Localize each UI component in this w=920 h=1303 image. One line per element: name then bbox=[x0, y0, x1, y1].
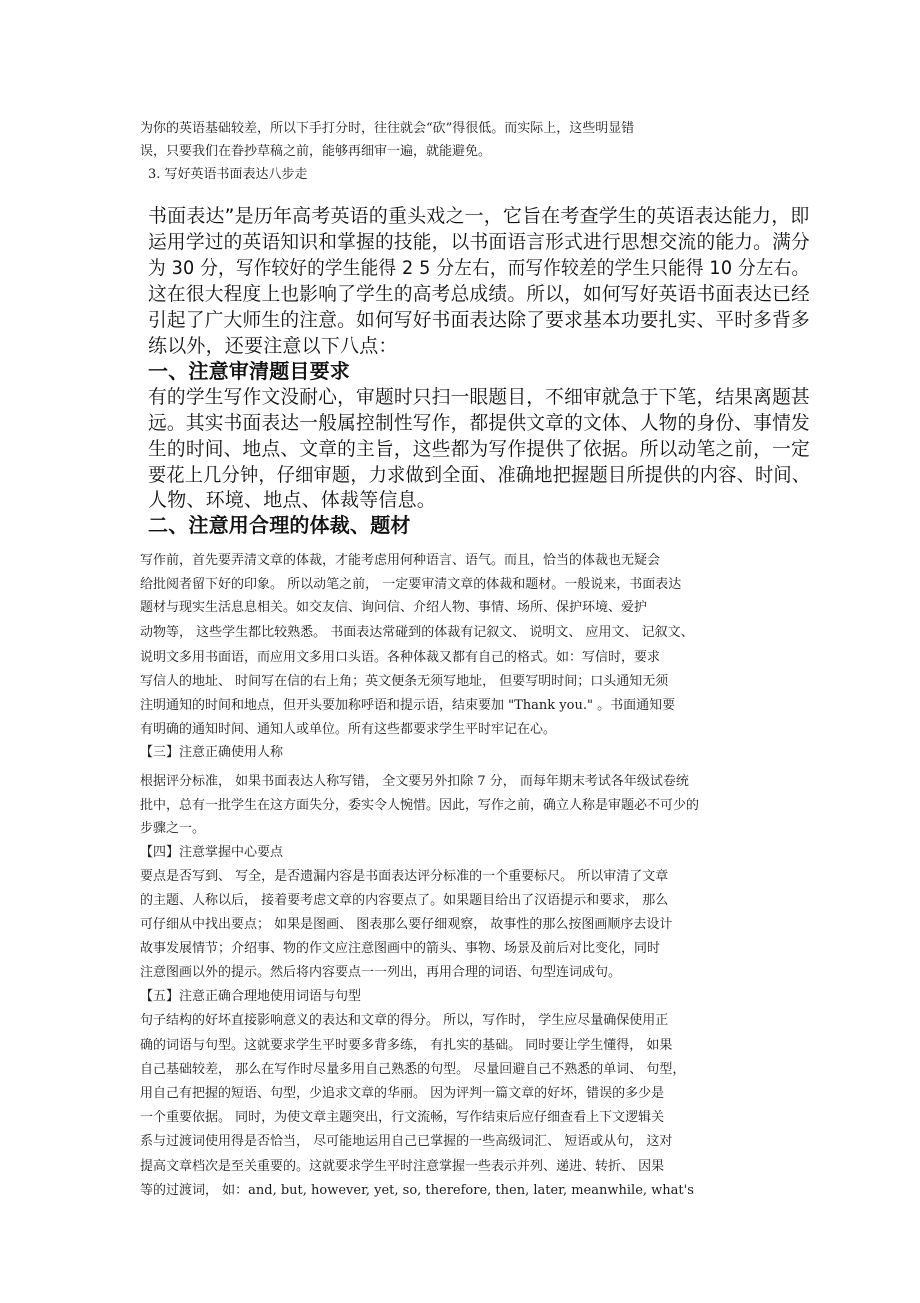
body-line: 句子结构的好坏直接影响意义的表达和文章的得分。 所以，写作时， 学生应尽量确保使用正 bbox=[140, 1013, 669, 1028]
body-line: 根据评分标准， 如果书面表达人称写错， 全文要另外扣除 7 分， 而每年期末考试各年级试卷统 bbox=[140, 774, 689, 789]
section-3-title: 3. 写好英语书面表达八步走 bbox=[148, 167, 308, 182]
body-line: 系与过渡词使用得是否恰当， 尽可能地运用自己已掌握的一些高级词汇、 短语或从句， 这对 bbox=[140, 1134, 673, 1149]
scan-line: 有的学生写作文没耐心，审题时只扫一眼题目，不细审就急于下笔，结果离题甚 bbox=[148, 386, 810, 408]
intro-line: 误，只要我们在眷抄草稿之前，能够再细审一遍，就能避免。 bbox=[140, 144, 492, 159]
scan-line: 生的时间、地点、文章的主旨，这些都为写作提供了依据。所以动笔之前，一定 bbox=[148, 438, 810, 460]
scan-heading-1: 一、注意审清题目要求 bbox=[148, 359, 350, 383]
body-line: 给批阅者留下好的印象。 所以动笔之前， 一定要审清文章的体裁和题材。一般说来，书面表达 bbox=[140, 577, 682, 592]
body-line: 等的过渡词， 如：and, but, however, yet, so, therefore, then, later, meanwhile, what's bbox=[140, 1183, 694, 1198]
scan-line: 引起了广大师生的注意。如何写好书面表达除了要求基本功要扎实、平时多背多 bbox=[148, 309, 810, 331]
body-line: 注意图画以外的提示。然后将内容要点一一列出，再用合理的词语、句型连词成句。 bbox=[140, 965, 622, 980]
body-line: 故事发展情节；介绍事、物的作文应注意图画中的箭头、事物、场景及前后对比变化，同时 bbox=[140, 941, 661, 956]
body-line: 注明通知的时间和地点，但开头要加称呼语和提示语，结束要加 "Thank you." 。书面通知要 bbox=[140, 698, 676, 713]
body-line: 步骤之一。 bbox=[140, 821, 206, 836]
section-title: 【三】注意正确使用人称 bbox=[140, 745, 284, 760]
scan-line: 书面表达”是历年高考英语的重头戏之一，它旨在考查学生的英语表达能力，即 bbox=[148, 205, 810, 227]
scan-line: 这在很大程度上也影响了学生的高考总成绩。所以，如何写好英语书面表达已经 bbox=[148, 283, 810, 305]
scan-line: 要花上几分钟，仔细审题，力求做到全面、准确地把握题目所提供的内容、时间、 bbox=[148, 464, 811, 486]
scan-line: 为 30 分，写作较好的学生能得 2 5 分左右，而写作较差的学生只能得 10 分左右。 bbox=[148, 257, 810, 279]
body-line: 动物等， 这些学生都比较熟悉。 书面表达常碰到的体裁有记叙文、 说明文、 应用文、 记叙文、 bbox=[140, 625, 694, 640]
scan-line: 远。其实书面表达一般属控制性写作，都提供文章的文体、人物的身份、事情发 bbox=[148, 412, 810, 434]
intro-line: 为你的英语基础较差，所以下手打分时，往往就会“砍”得很低。而实际上，这些明显错 bbox=[140, 121, 635, 136]
body-line: 题材与现实生活息息相关。如交友信、询问信、介绍人物、事情、场所、保护环境、爱护 bbox=[140, 600, 648, 615]
body-line: 一个重要依据。 同时，为使文章主题突出，行文流畅，写作结束后应仔细查看上下文逻辑关 bbox=[140, 1110, 665, 1125]
body-line: 的主题、人称以后， 接着要考虑文章的内容要点了。如果题目给出了汉语提示和要求， 那么 bbox=[140, 893, 669, 908]
body-line: 说明文多用书面语，而应用文多用口头语。各种体裁又都有自己的格式。如：写信时，要求 bbox=[140, 650, 661, 665]
body-line: 批中，总有一批学生在这方面失分，委实令人惋惜。因此，写作之前，确立人称是审题必不可少的 bbox=[140, 798, 700, 813]
body-line: 用自己有把握的短语、句型，少追求文章的华丽。 因为评判一篇文章的好坏，错误的多少是 bbox=[140, 1086, 665, 1101]
scan-line: 人物、环境、地点、体裁等信息。 bbox=[148, 489, 437, 511]
body-line: 可仔细从中找出要点； 如果是图画、 图表那么要仔细观察， 故事性的那么按图画顺序去设计 bbox=[140, 917, 673, 932]
body-line: 要点是否写到、 写全，是否遗漏内容是书面表达评分标准的一个重要标尺。 所以审清了文章 bbox=[140, 869, 669, 884]
body-line: 写作前，首先要弄清文章的体裁，才能考虑用何种语言、语气。而且，恰当的体裁也无疑会 bbox=[140, 553, 661, 568]
body-line: 有明确的通知时间、通知人或单位。所有这些都要求学生平时牢记在心。 bbox=[140, 722, 557, 737]
body-line: 自己基础较差， 那么在写作时尽量多用自己熟悉的句型。 尽量回避自己不熟悉的单词、 句型， bbox=[140, 1062, 686, 1077]
section-title: 【四】注意掌握中心要点 bbox=[140, 845, 284, 860]
scan-line: 运用学过的英语知识和掌握的技能，以书面语言形式进行思想交流的能力。满分 bbox=[148, 231, 810, 253]
scan-heading-2: 二、注意用合理的体裁、题材 bbox=[148, 513, 411, 537]
body-line: 提高文章档次是至关重要的。这就要求学生平时注意掌握一些表示并列、递进、转折、 因果 bbox=[140, 1159, 665, 1174]
scan-line: 练以外，还要注意以下八点： bbox=[148, 335, 398, 357]
body-line: 确的词语与句型。这就要求学生平时要多背多练， 有扎实的基础。 同时要让学生懂得， 如果 bbox=[140, 1038, 673, 1053]
section-title: 【五】注意正确合理地使用词语与句型 bbox=[140, 989, 362, 1004]
body-line: 写信人的地址、 时间写在信的右上角；英文便条无须写地址， 但要写明时间；口头通知无须 bbox=[140, 674, 669, 689]
